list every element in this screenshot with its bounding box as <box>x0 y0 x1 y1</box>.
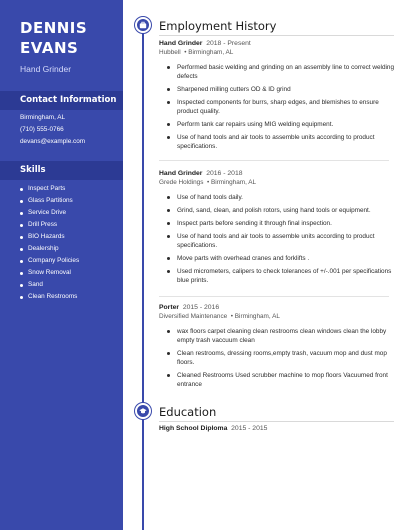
briefcase-icon <box>135 17 151 33</box>
last-name: EVANS <box>20 39 79 57</box>
bullet-icon <box>20 284 23 287</box>
skill-item: Glass Partitions <box>20 195 79 207</box>
graduation-cap-icon <box>135 403 151 419</box>
candidate-title: Hand Grinder <box>20 64 72 74</box>
bullet-icon <box>20 248 23 251</box>
list-item: Grind, sand, clean, and polish rotors, using hand tools or equipment. <box>167 206 399 215</box>
list-item: Use of hand tools and air tools to assemble units according to product specifications. <box>167 232 399 250</box>
bullet-icon <box>20 260 23 263</box>
list-item: Performed basic welding and grinding on an assembly line to correct welding defects <box>167 63 399 81</box>
first-name: DENNIS <box>20 19 88 37</box>
timeline-line <box>142 26 144 530</box>
bullet-icon <box>20 236 23 239</box>
skill-item: Dealership <box>20 243 79 255</box>
skills-heading: Skills <box>0 161 123 180</box>
list-item: Use of hand tools and air tools to assemble units according to product specifications. <box>167 133 399 151</box>
list-item: Move parts with overhead cranes and forklifts . <box>167 254 399 263</box>
job-role: Porter <box>159 304 180 311</box>
bullet-icon <box>20 224 23 227</box>
job-entry: Hand Grinder 2018 - Present Hubbell • Birmingham, AL Performed basic welding and grinding on an assembly line to correct welding defects Sharpened milling cutters OD & ID grind Inspected components for burrs, sharp edges, and blemishes to ensure product quality. Perform tank car repairs using MIG welding equipment. Use of hand tools and air tools to assemble units according to product specifications. <box>159 39 399 155</box>
bullet-icon <box>20 296 23 299</box>
job-location: Birmingham, AL <box>210 179 257 186</box>
job-dates: 2018 - Present <box>206 40 251 47</box>
job-bullets <box>159 327 399 389</box>
job-company: Diversified Maintenance <box>159 313 228 320</box>
job-divider <box>159 296 389 297</box>
job-entry: Porter 2015 - 2016 Diversified Maintenance • Birmingham, AL wax floors carpet cleaning clean restrooms clean windows clean the lobby empty trash vaccuum clean Clean restrooms, dressing rooms,empty trash, vacuum mop and dust mop floors. Cleaned Restrooms Used scrubber machine to mop floors Vacuumed front entrance <box>159 303 399 393</box>
job-role: Hand Grinder <box>159 40 203 47</box>
bullet-icon <box>20 188 23 191</box>
job-divider <box>159 160 389 161</box>
skill-item: Sand <box>20 279 79 291</box>
skill-item: Inspect Parts <box>20 183 79 195</box>
job-company: Grede Holdings <box>159 179 204 186</box>
sidebar <box>0 0 123 530</box>
education-dates: 2015 - 2015 <box>231 425 268 432</box>
bullet-icon <box>20 200 23 203</box>
bullet-icon <box>20 272 23 275</box>
job-location: Birmingham, AL <box>188 49 234 56</box>
contact-heading: Contact Information <box>0 91 123 110</box>
section-divider <box>159 421 394 422</box>
bullet-icon <box>20 212 23 215</box>
employment-heading: Employment History <box>159 19 277 33</box>
candidate-name <box>20 18 120 58</box>
section-divider <box>159 35 394 36</box>
skills-list <box>20 183 79 303</box>
education-degree: High School Diploma <box>159 425 228 432</box>
list-item: Perform tank car repairs using MIG welding equipment. <box>167 120 399 129</box>
skill-item: Service Drive <box>20 207 79 219</box>
skill-item: BIO Hazards <box>20 231 79 243</box>
contact-location: Birmingham, AL <box>20 114 66 121</box>
skill-item: Clean Restrooms <box>20 291 79 303</box>
contact-phone: (710) 555-0766 <box>20 126 64 133</box>
list-item: Sharpened milling cutters OD & ID grind <box>167 85 399 94</box>
list-item: Clean restrooms, dressing rooms,empty trash, vacuum mop and dust mop floors. <box>167 349 399 367</box>
list-item: Cleaned Restrooms Used scrubber machine to mop floors Vacuumed front entrance <box>167 371 399 389</box>
education-entry <box>159 425 267 432</box>
skill-item: Snow Removal <box>20 267 79 279</box>
job-bullets <box>159 63 399 151</box>
education-heading: Education <box>159 405 217 419</box>
job-location: Birmingham, AL <box>234 313 280 320</box>
list-item: Inspected components for burrs, sharp edges, and blemishes to ensure product quality. <box>167 98 399 116</box>
list-item: Use of hand tools daily. <box>167 193 399 202</box>
job-bullets <box>159 193 399 285</box>
job-role: Hand Grinder <box>159 170 203 177</box>
contact-email[interactable]: devans@example.com <box>20 138 86 145</box>
job-entry: Hand Grinder 2016 - 2018 Grede Holdings • Birmingham, AL Use of hand tools daily. Grind, sand, clean, and polish rotors, using hand tools or equipment. Inspect parts before sending it through final inspection. Use of hand tools and air tools to assemble units according to product specifications. Move parts with overhead cranes and forklifts . Used micrometers, calipers to check tolerances of +/-.001 per specifications blue prints. <box>159 169 399 289</box>
list-item: Inspect parts before sending it through final inspection. <box>167 219 399 228</box>
skill-item: Company Policies <box>20 255 79 267</box>
job-dates: 2015 - 2016 <box>182 304 220 311</box>
list-item: wax floors carpet cleaning clean restrooms clean windows clean the lobby empty trash vaccuum clean <box>167 327 399 345</box>
list-item: Used micrometers, calipers to check tolerances of +/-.001 per specifications blue prints. <box>167 267 399 285</box>
job-company: Hubbell <box>159 49 181 56</box>
skill-item: Drill Press <box>20 219 79 231</box>
job-dates: 2016 - 2018 <box>206 170 243 177</box>
